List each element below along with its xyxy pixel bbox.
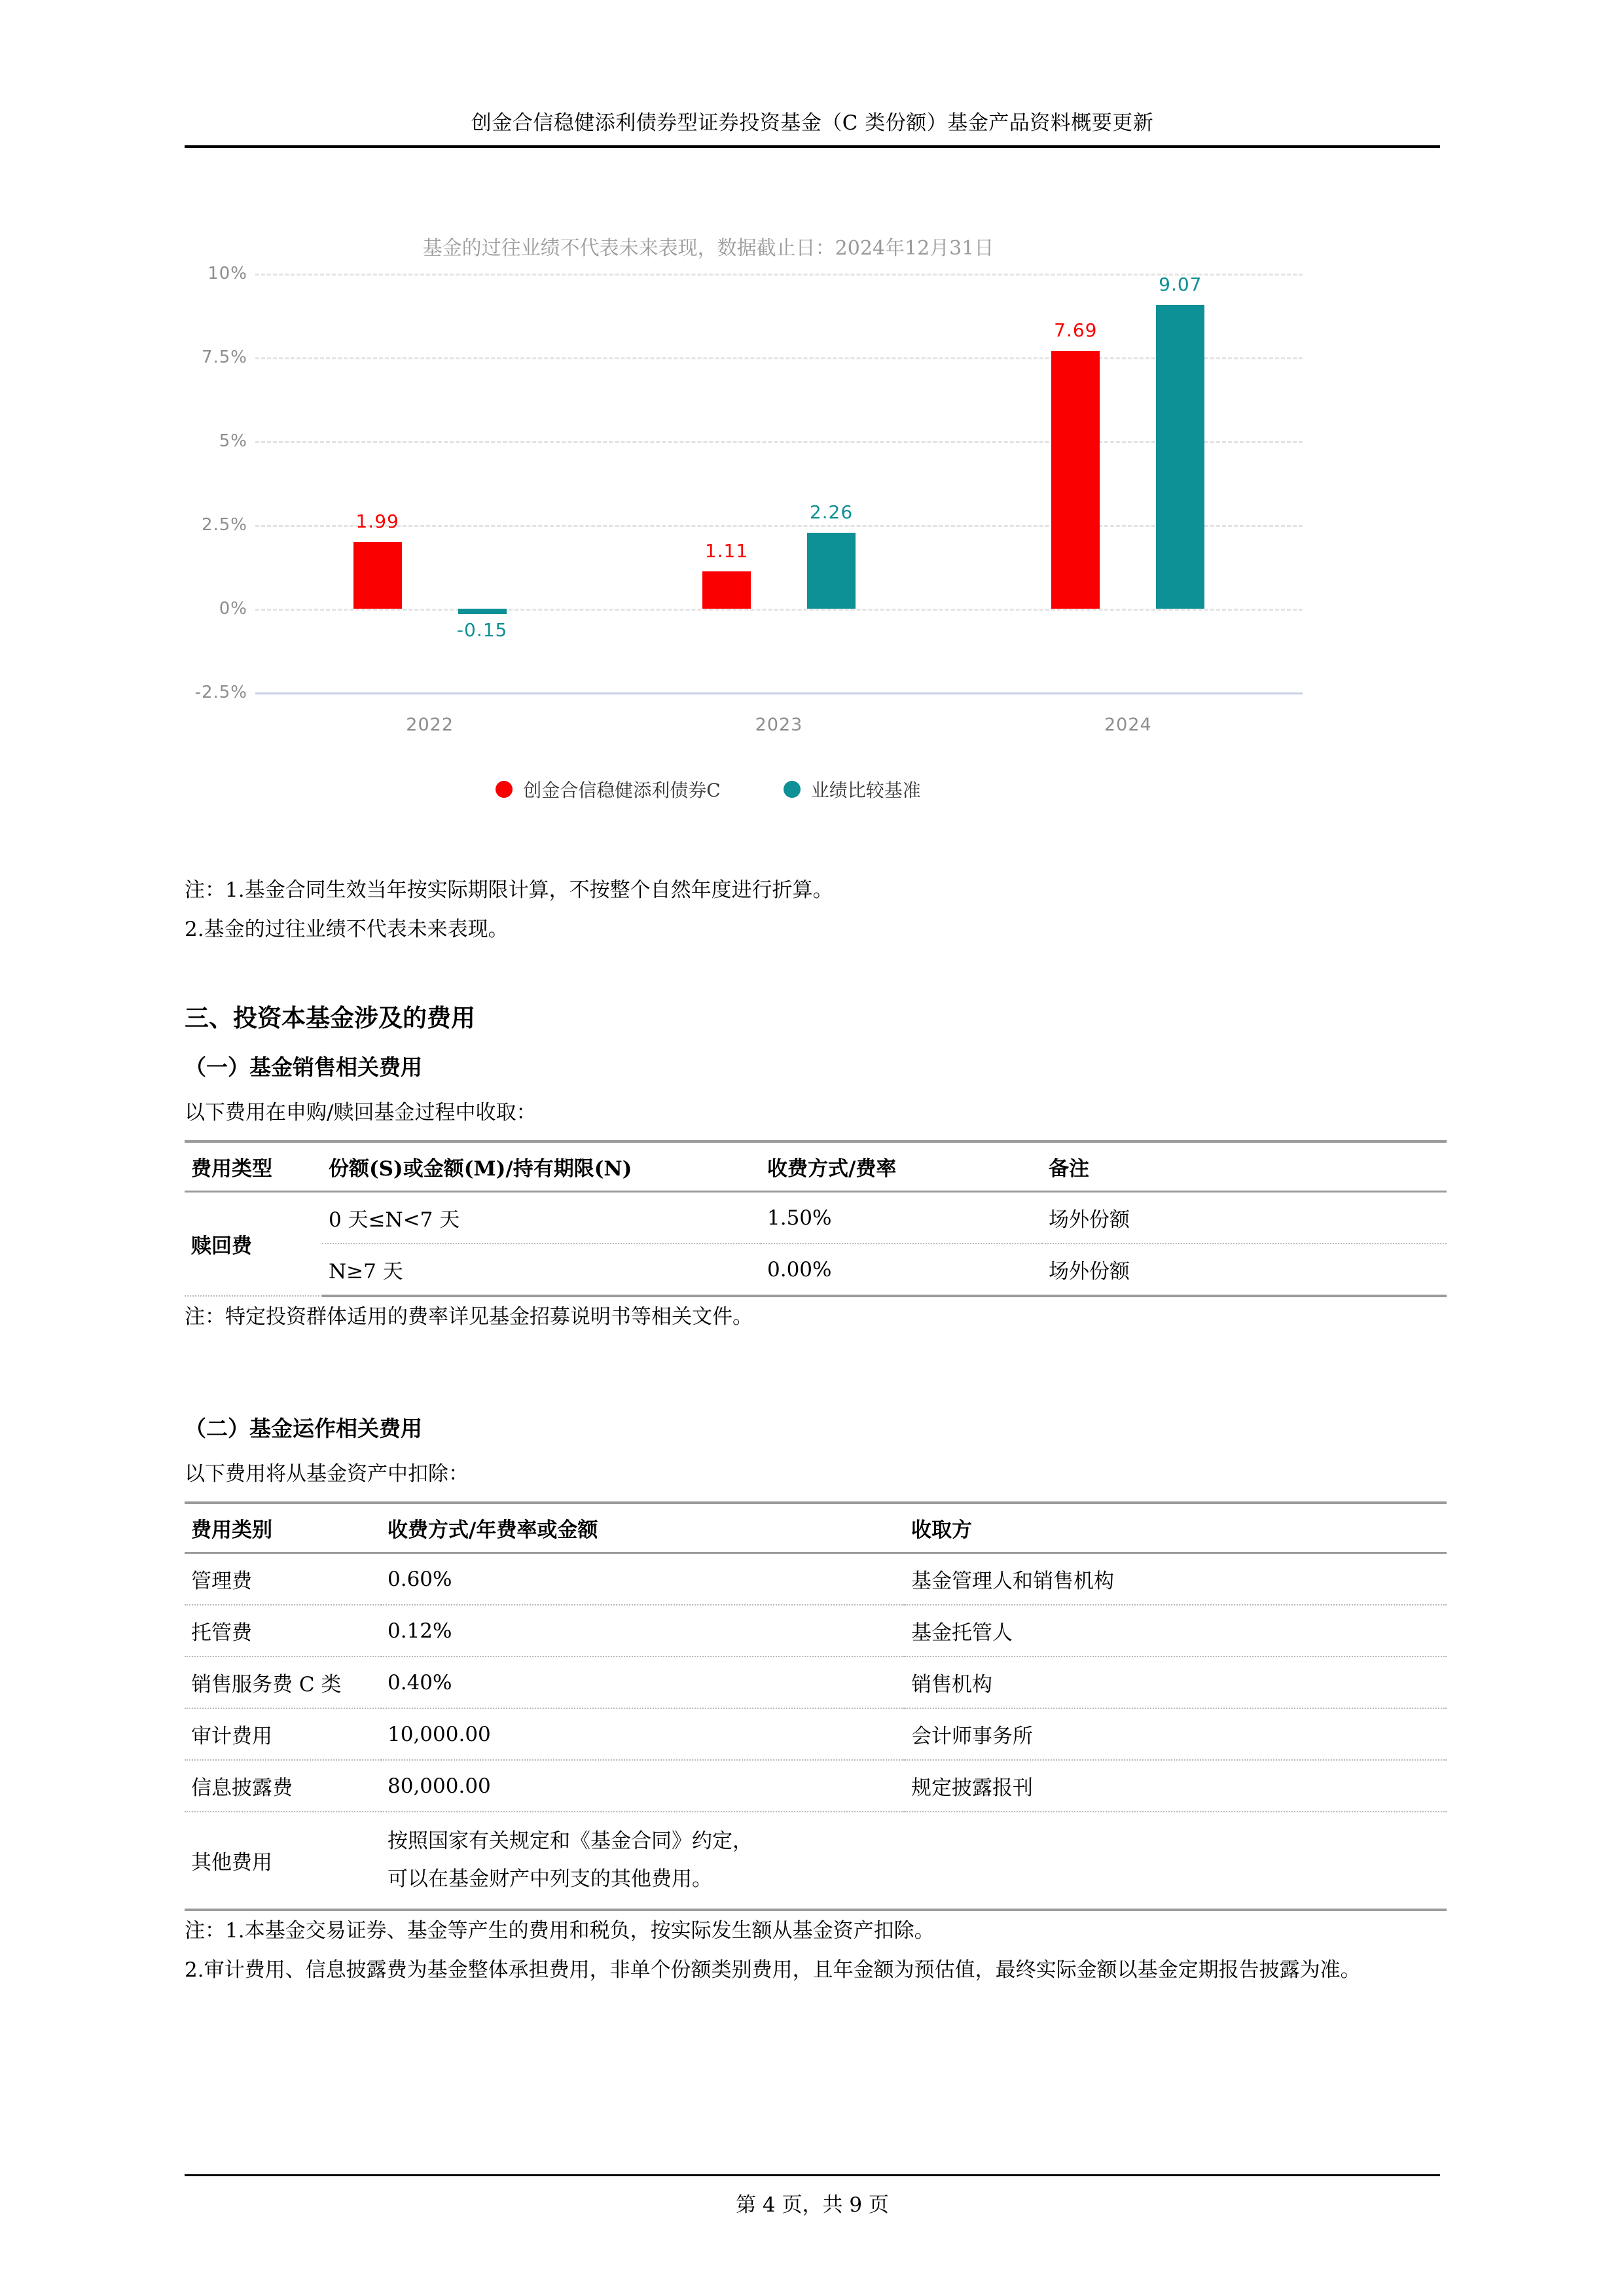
x-axis-tick-label: 2024 — [1104, 715, 1152, 735]
chart-bar-value-label: 1.99 — [355, 511, 399, 533]
redemption-fee-label: 赎回费 — [185, 1192, 322, 1297]
document-title: 创金合信稳健添利债券型证券投资基金（C 类份额）基金产品资料概要更新 — [471, 111, 1154, 135]
fee-category-other: 其他费用 — [185, 1812, 381, 1910]
chart-gridline — [255, 357, 1303, 359]
col-header-fee-category: 费用类别 — [185, 1503, 381, 1553]
operating-fee-note-2: 2.审计费用、信息披露费为基金整体承担费用，非单个份额类别费用，且年金额为预估值，最终实际金额以基金定期报告披露为准。 — [185, 1958, 1361, 1982]
sales-fee-table — [185, 1140, 1447, 1297]
col-header-amount: 份额(S)或金额(M)/持有期限(N) — [322, 1141, 761, 1192]
spacer — [185, 1337, 1447, 1397]
fee-value-0: 0.60% — [381, 1553, 905, 1605]
operating-fee-lead: 以下费用将从基金资产中扣除： — [185, 1462, 469, 1486]
other-fee-line-1: 按照国家有关规定和《基金合同》约定， — [388, 1829, 753, 1854]
table-row — [185, 1192, 1447, 1244]
performance-bar-chart — [185, 216, 1440, 831]
chart-bar-value-label: 9.07 — [1159, 273, 1202, 295]
subsection-heading-1: （一）基金销售相关费用 — [185, 1054, 422, 1080]
y-axis-tick-label: 0% — [219, 599, 247, 619]
table-row — [185, 1657, 1447, 1708]
fee-value-2: 0.40% — [381, 1657, 905, 1708]
chart-plot-area — [194, 264, 1303, 735]
fee-value-4: 80,000.00 — [381, 1760, 905, 1812]
y-axis-tick-label: -2.5% — [194, 683, 247, 702]
sales-fee-note: 注：特定投资群体适用的费率详见基金招募说明书等相关文件。 — [185, 1305, 753, 1329]
chart-bar — [458, 609, 507, 614]
fee-category-2: 销售服务费 C 类 — [185, 1657, 381, 1708]
chart-note-1: 注：1.基金合同生效当年按实际期限计算，不按整个自然年度进行折算。 — [185, 878, 833, 902]
y-axis-tick-label: 5% — [219, 431, 247, 451]
chart-bar-value-label: 7.69 — [1054, 319, 1098, 342]
remark-1: 场外份额 — [1042, 1244, 1447, 1296]
fee-payee-4: 规定披露报刊 — [905, 1760, 1447, 1812]
sales-fee-lead: 以下费用在申购/赎回基金过程中收取： — [185, 1100, 537, 1124]
col-header-rate-amount: 收费方式/年费率或金额 — [381, 1503, 905, 1553]
running-header — [185, 110, 1440, 148]
remark-0: 场外份额 — [1042, 1192, 1447, 1244]
table-row — [185, 1553, 1447, 1605]
fee-payee-2: 销售机构 — [905, 1657, 1447, 1708]
table-header-row — [185, 1141, 1447, 1192]
chart-bar — [702, 571, 751, 609]
fee-category-0: 管理费 — [185, 1553, 381, 1605]
table-row-other-fees — [185, 1812, 1447, 1910]
footer-divider — [185, 2174, 1440, 2176]
chart-bar — [1156, 305, 1204, 609]
holding-period-1: N≥7 天 — [322, 1244, 761, 1296]
operating-fee-table — [185, 1501, 1447, 1911]
chart-legend — [185, 776, 1232, 802]
chart-bar-value-label: 1.11 — [704, 540, 749, 562]
chart-bar-value-label: -0.15 — [456, 619, 508, 641]
table-row — [185, 1605, 1447, 1657]
fee-payee-1: 基金托管人 — [905, 1605, 1447, 1657]
y-axis-tick-label: 7.5% — [201, 348, 247, 367]
fee-category-1: 托管费 — [185, 1605, 381, 1657]
fee-payee-other — [905, 1812, 1447, 1910]
chart-gridline — [255, 692, 1303, 694]
chart-gridline — [255, 609, 1303, 611]
fee-category-4: 信息披露费 — [185, 1760, 381, 1812]
running-footer — [185, 2174, 1440, 2217]
chart-bar — [353, 542, 402, 609]
fee-value-3: 10,000.00 — [381, 1708, 905, 1760]
document-body — [185, 870, 1447, 1990]
operating-fee-note-1: 注：1.本基金交易证券、基金等产生的费用和税负，按实际发生额从基金资产扣除。 — [185, 1918, 935, 1943]
other-fee-line-2: 可以在基金财产中列支的其他费用。 — [388, 1867, 712, 1891]
table-row — [185, 1244, 1447, 1296]
chart-note-2: 2.基金的过往业绩不代表未来表现。 — [185, 918, 509, 942]
chart-title: 基金的过往业绩不代表未来表现，数据截止日：2024年12月31日 — [422, 237, 994, 260]
page-number: 第 4 页，共 9 页 — [736, 2193, 889, 2217]
header-divider — [185, 145, 1440, 148]
y-axis-tick-label: 10% — [208, 264, 247, 283]
y-axis-tick-label: 2.5% — [201, 515, 247, 535]
fee-payee-0: 基金管理人和销售机构 — [905, 1553, 1447, 1605]
legend-item-benchmark — [784, 776, 921, 802]
legend-dot-icon — [784, 781, 801, 798]
chart-bar-value-label: 2.26 — [809, 501, 854, 524]
subsection-heading-2: （二）基金运作相关费用 — [185, 1415, 422, 1441]
table-row — [185, 1708, 1447, 1760]
x-axis-tick-label: 2023 — [755, 715, 803, 735]
fee-payee-3: 会计师事务所 — [905, 1708, 1447, 1760]
x-axis-tick-label: 2022 — [406, 715, 454, 735]
fee-category-3: 审计费用 — [185, 1708, 381, 1760]
fee-rate-1: 0.00% — [761, 1244, 1042, 1296]
holding-period-0: 0 天≤N<7 天 — [322, 1192, 761, 1244]
col-header-payee: 收取方 — [905, 1503, 1447, 1553]
col-header-fee-type: 费用类型 — [185, 1141, 322, 1192]
fee-value-other — [381, 1812, 905, 1910]
legend-dot-icon — [496, 781, 513, 798]
chart-bar — [1051, 351, 1100, 609]
legend-item-fund — [496, 776, 720, 802]
col-header-remark: 备注 — [1042, 1141, 1447, 1192]
col-header-rate: 收费方式/费率 — [761, 1141, 1042, 1192]
chart-gridline — [255, 441, 1303, 443]
legend-label-benchmark: 业绩比较基准 — [810, 780, 921, 801]
chart-bar — [807, 533, 856, 609]
fee-rate-0: 1.50% — [761, 1192, 1042, 1244]
table-row — [185, 1760, 1447, 1812]
fee-value-1: 0.12% — [381, 1605, 905, 1657]
section-heading-3: 三、投资本基金涉及的费用 — [185, 1003, 475, 1032]
table-header-row — [185, 1503, 1447, 1553]
legend-label-fund: 创金合信稳健添利债券C — [523, 780, 721, 801]
